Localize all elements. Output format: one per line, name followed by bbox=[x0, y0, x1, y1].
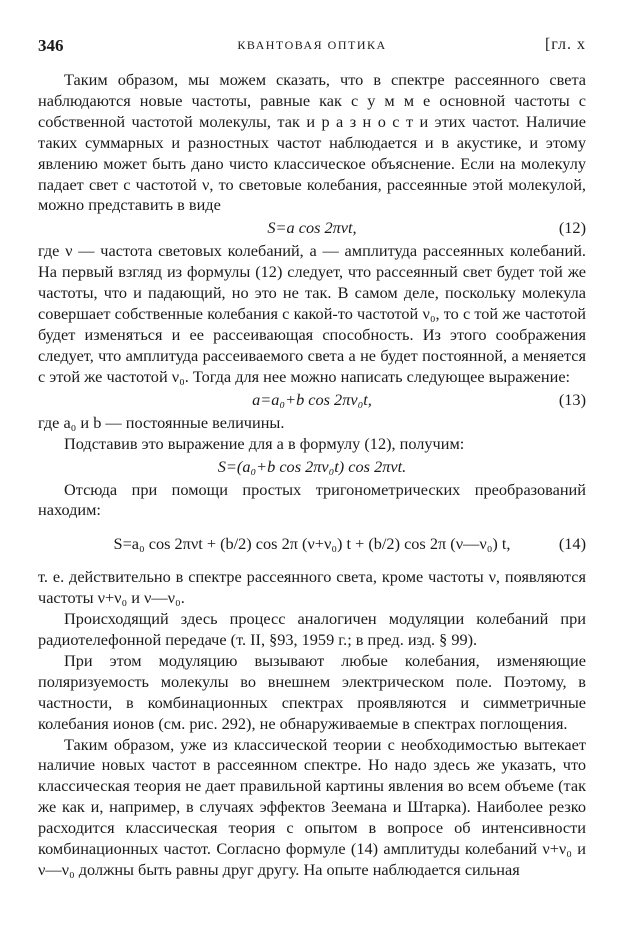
paragraph: где ν — частота световых колебаний, a — амплитуда рассеянных колебаний. На первый взгляд из формулы (12) следует, что рассеянный свет будет той же частоты, что и падающий, но это не так. В самом деле, поскольку молекула совершает собственные колебания с какой-то частотой ν₀, то с той же частотой будет изменяться и ее рассеивающая способность. Из этого соображения следует, что амплитуда рассеиваемого света a не будет постоянной, а меняется с этой же частотой ν₀. Тогда для нее можно написать следующее выражение: bbox=[38, 241, 586, 386]
equation-14-formula: S=a₀ cos 2πνt + (b/2) cos 2π (ν+ν₀) t + (b/2) cos 2π (ν—ν₀) t, bbox=[113, 534, 511, 554]
paragraph: т. е. действительно в спектре рассеянного света, кроме частоты ν, появляются частоты ν+ν₀ и ν—ν₀. bbox=[38, 567, 586, 608]
equation-12-formula: S=a cos 2πνt, bbox=[267, 218, 357, 238]
equation-12-number: (12) bbox=[558, 218, 586, 238]
paragraph: где a₀ и b — постоянные величины. bbox=[38, 412, 285, 432]
paragraph: Таким образом, уже из классической теории с необходимостью вытекает наличие новых частот в рассеянном спектре. Но надо здесь же указать, что классическая теория не дает правильной картины явления во всем объеме (так же как и, например, в случаях эффектов Зеемана и Штарка). Наиболее резко расходится классическая теория с опытом в вопросе об интенсивности комбинационных частот. Согласно формуле (14) амплитуды колебаний ν+ν₀ и ν—ν₀ должны быть равны друг другу. На опыте наблюдается сильная bbox=[38, 734, 586, 879]
page-body bbox=[38, 70, 586, 881]
running-title: КВАНТОВАЯ ОПТИКА bbox=[237, 38, 387, 52]
paragraph: Происходящий здесь процесс аналогичен модуляции колебаний при радиотелефонной передаче (т. II, §93, 1959 г.; в пред. изд. § 99). bbox=[38, 609, 586, 650]
paragraph: Подставив это выражение для a в формулу (12), получим: bbox=[64, 433, 465, 453]
equation-unnumbered-formula: S=(a₀+b cos 2πν₀t) cos 2πνt. bbox=[217, 456, 407, 476]
equation-12 bbox=[38, 217, 586, 239]
equation-13-number: (13) bbox=[558, 389, 586, 409]
page-number: 346 bbox=[38, 36, 64, 55]
equation-unnumbered bbox=[38, 456, 586, 478]
chapter-marker: [гл. х bbox=[544, 36, 586, 53]
page-header bbox=[38, 36, 586, 60]
equation-14 bbox=[38, 524, 586, 564]
book-page bbox=[38, 36, 586, 881]
equation-14-number: (14) bbox=[558, 534, 586, 554]
equation-13 bbox=[38, 389, 586, 411]
paragraph: При этом модуляцию вызывают любые колебания, изменяющие поляризуемость молекулы во внешнем электрическом поле. Поэтому, в частности, в комбинационных спектрах проявляются и симметричные колебания ионов (см. рис. 292), не обнаруживаемые в спектрах поглощения. bbox=[38, 650, 586, 733]
paragraph: Отсюда при помощи простых тригонометрических преобразований находим: bbox=[38, 479, 586, 520]
paragraph: Таким образом, мы можем сказать, что в спектре рассеянного света наблюдаются новые частоты, равные как с у м м е основной частоты с собственной частотой молекулы, так и р а з н о с т и этих частот. Наличие таких суммарных и разностных частот наблюдается и в акустике, и этому явлению может быть дано чисто классическое объяснение. Если на молекулу падает свет с частотой ν, то световые колебания, рассеянные этой молекулой, можно представить в виде bbox=[38, 70, 586, 215]
equation-13-formula: a=a₀+b cos 2πν₀t, bbox=[252, 389, 372, 409]
